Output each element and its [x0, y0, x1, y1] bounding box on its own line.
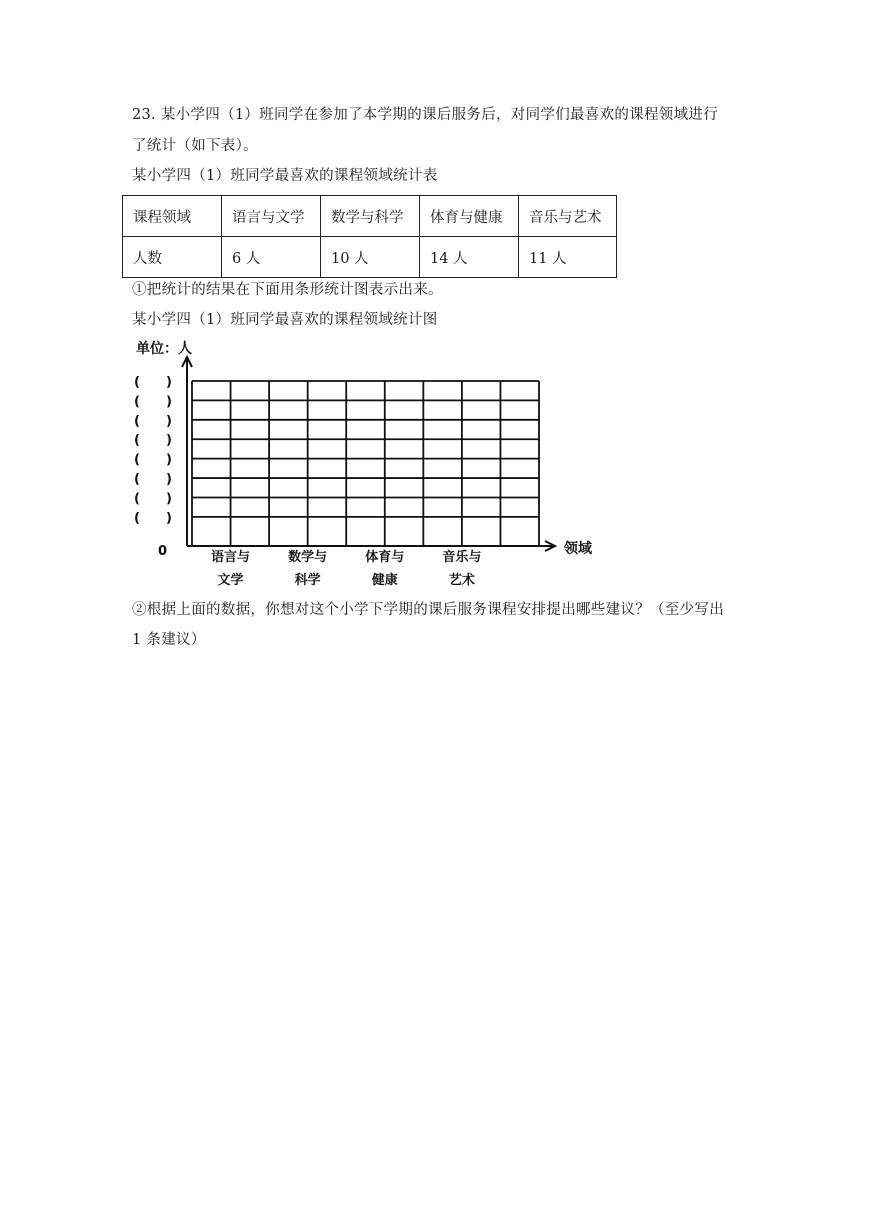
- bar-chart-svg: [128, 335, 608, 591]
- table-cell: 11 人: [519, 237, 617, 278]
- bar-chart: [128, 335, 608, 595]
- origin-label: 0: [158, 544, 168, 559]
- table-row: [123, 237, 617, 278]
- y-tick-label: ( ): [134, 510, 172, 526]
- x-tick-label: 健康: [371, 573, 398, 588]
- table-cell: 10 人: [321, 237, 420, 278]
- x-tick-label: 艺术: [448, 573, 475, 588]
- statistics-table: [122, 195, 617, 278]
- y-tick-label: ( ): [134, 375, 172, 390]
- x-tick-label: 语言与: [211, 550, 251, 565]
- y-axis-unit-label: 单位：人: [136, 341, 192, 357]
- table-cell: 人数: [123, 237, 222, 278]
- table-cell: 14 人: [420, 237, 519, 278]
- x-tick-label: 数学与: [288, 550, 328, 565]
- y-tick-label: ( ): [134, 433, 172, 449]
- question-line-1: 23. 某小学四（1）班同学在参加了本学期的课后服务后，对同学们最喜欢的课程领域进行: [132, 107, 718, 123]
- table-header-cell: 音乐与艺术: [519, 196, 617, 237]
- x-axis-label: 领域: [564, 541, 592, 557]
- table-header-cell: 数学与科学: [321, 196, 420, 237]
- x-tick-label: 科学: [294, 573, 321, 588]
- y-tick-label: ( ): [134, 491, 172, 507]
- y-tick-label: ( ): [134, 413, 172, 429]
- x-tick-label: 音乐与: [442, 550, 482, 565]
- part1-instruction: ①把统计的结果在下面用条形统计图表示出来。: [132, 282, 443, 298]
- x-tick-label: 体育与: [365, 550, 405, 565]
- table-header-cell: 语言与文学: [222, 196, 321, 237]
- table-header-cell: 课程领域: [123, 196, 222, 237]
- y-tick-label: ( ): [134, 452, 172, 468]
- y-tick-label: ( ): [134, 394, 172, 410]
- part2-line-2: 1 条建议）: [132, 632, 206, 648]
- table-header-row: [123, 196, 617, 237]
- x-tick-label: 文学: [217, 573, 244, 588]
- table-header-cell: 体育与健康: [420, 196, 519, 237]
- table-cell: 6 人: [222, 237, 321, 278]
- part2-line-1: ②根据上面的数据，你想对这个小学下学期的课后服务课程安排提出哪些建议？（至少写出: [132, 602, 724, 618]
- chart-title: 某小学四（1）班同学最喜欢的课程领域统计图: [132, 312, 438, 328]
- y-tick-label: ( ): [134, 472, 172, 488]
- question-line-2: 了统计（如下表）。: [132, 138, 258, 154]
- table-title: 某小学四（1）班同学最喜欢的课程领域统计表: [132, 168, 438, 184]
